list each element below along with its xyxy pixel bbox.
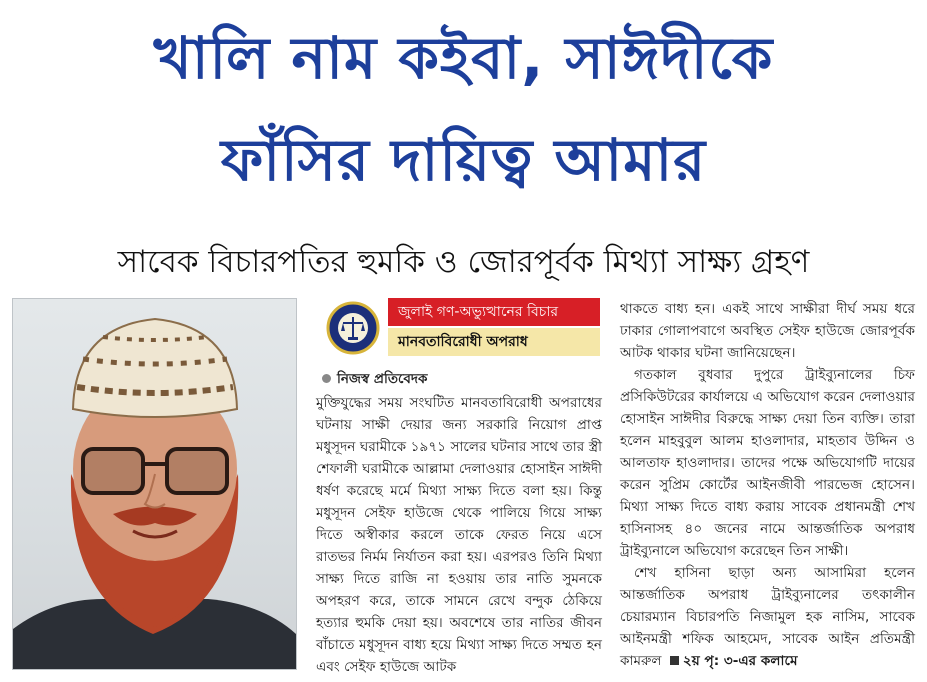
portrait-photo [12,298,297,670]
headline-line-1: খালি নাম কইবা, সাঈদীকে [153,24,774,92]
article-paragraph: মুক্তিযুদ্ধের সময় সংঘটিত মানবতাবিরোধী অপরাধের ঘটনায় সাক্ষী দেয়ার জন্য সরকারি নিয়োগ প্রাপ্ত মধুসূদন ঘরামীকে ১৯৭১ সালের ঘটনার সাথে তার স্ত্রী শেফালী ঘরামীকে আল্লামা দেলাওয়ার হোসাইন সাঈদী ধর্ষণ করেছে মর্মে মিথ্যা সাক্ষ্য দিতে বলা হয়। কিন্তু মধুসূদন সেইফ হাউজে থেকে পালিয়ে গিয়ে সাক্ষ্য দিতে অস্বীকার করলে তাকে ফেরত নিয়ে এসে রাতভর নির্মম নির্যাতন করা হয়। এরপরও তিনি মিথ্যা সাক্ষ্য দিতে রাজি না হওয়ায় তার নাতি সুমনকে অপহরণ করে, তাকে সামনে রেখে বন্দুক ঠেকিয়ে হত্যার হুমকি দেয়া হয়। অবশেষে তার নাতির জীবন বাঁচাতে মধুসূদন বাধ্য হয়ে মিথ্যা সাক্ষ্য দিতে সম্মত হন এবং সেইফ হাউজে আটক [316,395,602,675]
series-label: জুলাই গণ-অভ্যুত্থানের বিচার [388,298,600,326]
continuation-note [666,653,798,669]
category-label: মানবতাবিরোধী অপরাধ [388,328,600,356]
article-column-2 [620,298,915,672]
tribunal-emblem-icon [326,301,380,355]
article-paragraph: থাকতে বাধ্য হন। একই সাথে সাক্ষীরা দীর্ঘ সময় ধরে ঢাকার গোলাপবাগে অবস্থিত সেইফ হাউজে জোরপূর্বক আটক থাকার ঘটনা জানিয়েছেন। [620,301,915,361]
byline-text: নিজস্ব প্রতিবেদক [337,371,428,387]
bullet-icon [322,374,331,383]
article-paragraph-text: শেখ হাসিনা ছাড়া অন্য আসামিরা হলেন আন্তর্জাতিক অপরাধ ট্রাইব্যুনালের তৎকালীন চেয়ারম্যান বিচারপতি নিজামুল হক নাসিম, সাবেক আইনমন্ত্রী শফিক আহমেদ, সাবেক আইন প্রতিমন্ত্রী কামরুল [620,565,915,669]
byline [322,368,427,391]
article-paragraph: গতকাল বুধবার দুপুরে ট্রাইব্যুনালের চিফ প্রসিকিউটরের কার্যালয়ে এ অভিযোগ করেন দেলাওয়ার হোসাইন সাঈদীর বিরুদ্ধে সাক্ষ্য দেয়া তিন ব্যক্তি। তারা হলেন মাহবুবুল আলম হাওলাদার, মাহতাব উদ্দিন ও আলতাফ হাওলাদার। তাদের পক্ষে অভিযোগটি দায়ের করেন সুপ্রিম কোর্টের আইনজীবী পারভেজ হোসেন। মিথ্যা সাক্ষ্য দিতে বাধ্য করায় সাবেক প্রধানমন্ত্রী শেখ হাসিনাসহ ৪০ জনের নামে আন্তর্জাতিক অপরাধ ট্রাইব্যুনালে অভিযোগ করেছেন তিন সাক্ষী। [620,367,915,559]
article-column-1 [316,392,602,678]
section-badge [316,298,600,356]
subheadline: সাবেক বিচারপতির হুমকি ও জোরপূর্বক মিথ্যা সাক্ষ্য গ্রহণ [117,244,810,280]
portrait-illustration [13,299,296,669]
headline-line-2: ফাঁসির দায়িত্ব আমার [220,126,707,194]
square-bullet-icon [670,656,679,665]
article-paragraph [620,562,915,672]
continuation-text: ২য় পৃ: ৩-এর কলামে [682,653,798,669]
